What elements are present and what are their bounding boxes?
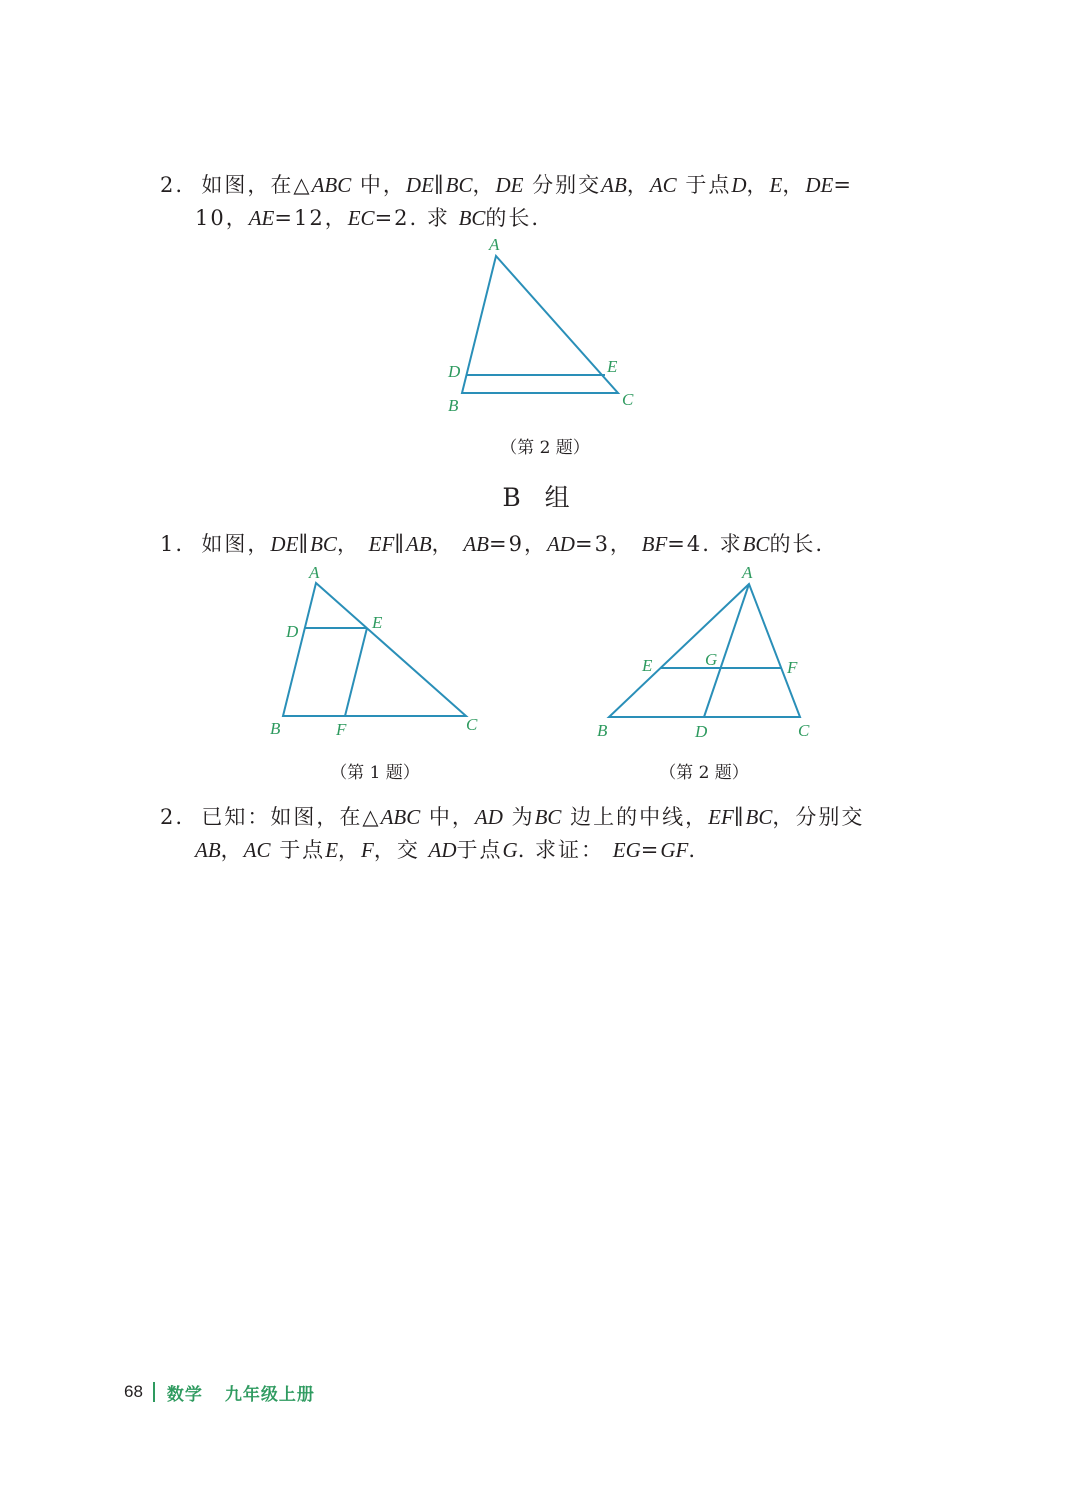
caption-b1: （第 1 题） [330, 763, 420, 783]
label-a-b1: A [309, 563, 320, 582]
label-e-b1: E [372, 613, 383, 632]
label-c-b2: C [798, 721, 810, 740]
footer-grade: 九年级上册 [224, 1384, 315, 1404]
label-d-b1: D [286, 622, 299, 641]
page-number: 68 [124, 1382, 143, 1401]
label-f-b1: F [336, 720, 347, 739]
label-b: B [448, 396, 459, 415]
label-c-b1: C [466, 715, 478, 734]
label-a-b2: A [742, 563, 753, 582]
footer-divider [153, 1382, 155, 1402]
question-b1: 1. 如图，DE∥BC， EF∥AB， AB=9，AD=3， BF=4. 求BC的长. [160, 532, 825, 556]
section-b-heading: B 组 [502, 483, 578, 512]
label-d-b2: D [695, 722, 708, 741]
label-b-b1: B [270, 719, 281, 738]
label-e-b2: E [642, 656, 653, 675]
footer-subject: 数学 [166, 1384, 203, 1404]
label-c: C [622, 390, 634, 409]
question-a2-line2: 10，AE=12，EC=2. 求 BC的长. [195, 206, 541, 230]
caption-b2: （第 2 题） [659, 763, 749, 783]
label-d: D [448, 362, 461, 381]
question-a2-line1: 2. 如图，在△ABC 中，DE∥BC，DE 分别交AB，AC 于点D，E，DE= [160, 173, 853, 197]
page-footer [124, 1380, 315, 1404]
label-f-b2: F [787, 658, 798, 677]
question-b2-line2: AB，AC 于点E，F，交 AD于点G. 求证： EG=GF. [195, 838, 698, 862]
label-a: A [489, 235, 500, 254]
label-g-b2: G [705, 650, 718, 669]
caption-a2: （第 2 题） [500, 438, 590, 458]
label-b-b2: B [597, 721, 608, 740]
question-b2-line1: 2. 已知：如图，在△ABC 中，AD 为BC 边上的中线，EF∥BC，分别交 [160, 805, 865, 829]
label-e: E [607, 357, 618, 376]
